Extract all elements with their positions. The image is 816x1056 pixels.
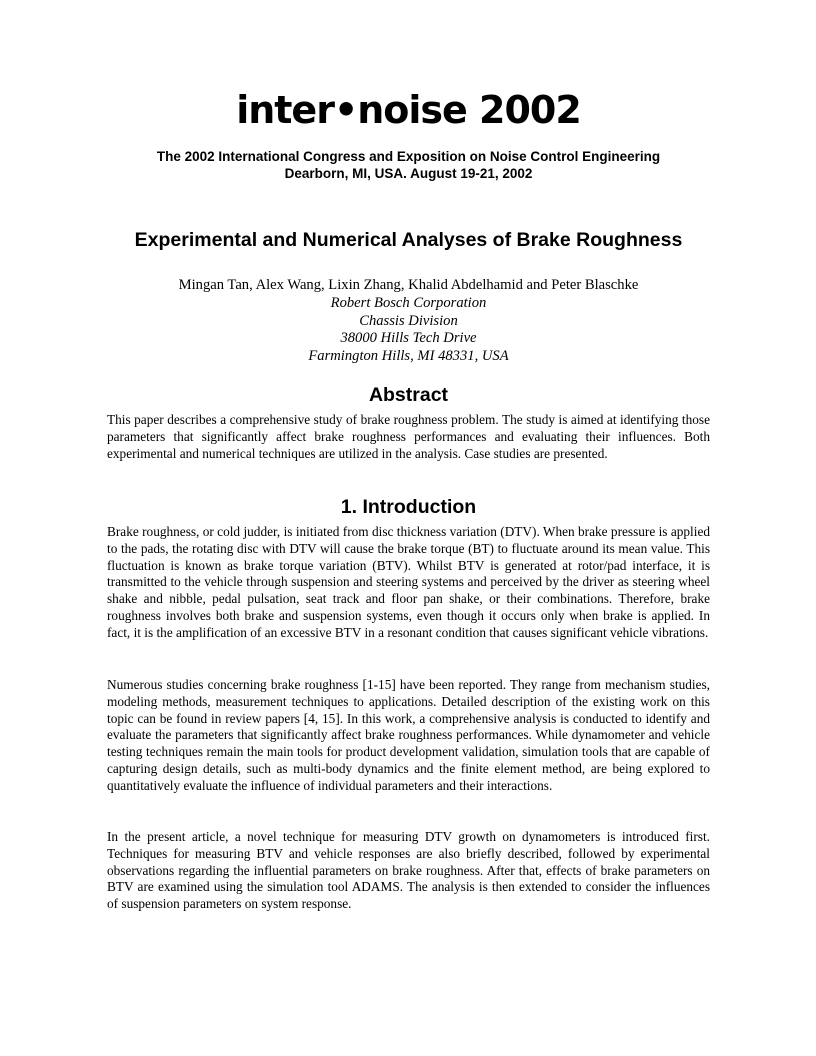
affiliation-line: Chassis Division (359, 312, 458, 329)
body-paragraph: Brake roughness, or cold judder, is initiated from disc thickness variation (DTV). When brake pressure is applied to the pads, the rotating disc with DTV will cause the brake torque (BT) to fluctuate around its mean value. This fluctuation is known as brake torque variation (BTV). Whilst BTV is generated at rotor/pad interface, it is transmitted to the vehicle through suspension and steering systems and perceived by the driver as steering wheel shake and nibble, pedal pulsation, seat track and floor pan shake, or their combinations. Therefore, brake roughness involves both brake and suspension systems, even though it occurs only when brake is applied. In fact, it is the amplification of an excessive BTV in a resonant condition that causes significant vehicle vibrations. (107, 524, 710, 640)
body-paragraph: Numerous studies concerning brake roughness [1-15] have been reported. They range from mechanism studies, modeling methods, measurement techniques to applications. Detailed description of the existing work on this topic can be found in review papers [4, 15]. In this work, a comprehensive analysis is conducted to identify and evaluate the parameters that significantly affect brake roughness performances. While dynamometer and vehicle testing techniques remain the main tools for product development validation, simulation tools that are capable of capturing design details, such as multi-body dynamics and the finite element method, are being explored to quantitatively evaluate the influence of individual parameters and their interactions. (107, 677, 710, 793)
abstract-heading: Abstract (368, 384, 449, 406)
conference-name: The 2002 International Congress and Exposition on Noise Control Engineering (156, 149, 661, 164)
conference-location-date: Dearborn, MI, USA. August 19-21, 2002 (284, 166, 533, 181)
affiliation-line: Farmington Hills, MI 48331, USA (308, 347, 509, 364)
affiliation-line: 38000 Hills Tech Drive (340, 330, 477, 346)
abstract-paragraph: This paper describes a comprehensive study of brake roughness problem. The study is aimed at identifying those parameters that significantly affect brake roughness performances and evaluating their influences. Both experimental and numerical techniques are utilized in the analysis. Case studies are presented. (107, 412, 710, 461)
conference-logo: inter•noise 2002 (236, 88, 581, 132)
body-paragraph: In the present article, a novel technique for measuring DTV growth on dynamometers is introduced first. Techniques for measuring BTV and vehicle responses are also briefly described, followed by experimental observations regarding the influential parameters on brake roughness. After that, effects of brake parameters on BTV are examined using the simulation tool ADAMS. The analysis is then extended to consider the influences of suspension parameters on system response. (107, 829, 710, 911)
affiliation-line: Robert Bosch Corporation (330, 295, 487, 311)
affiliation-block (107, 295, 710, 365)
introduction-heading: 1. Introduction (340, 496, 477, 518)
author-list: Mingan Tan, Alex Wang, Lixin Zhang, Khalid Abdelhamid and Peter Blaschke (178, 277, 639, 293)
paper-title: Experimental and Numerical Analyses of Brake Roughness (134, 229, 683, 251)
